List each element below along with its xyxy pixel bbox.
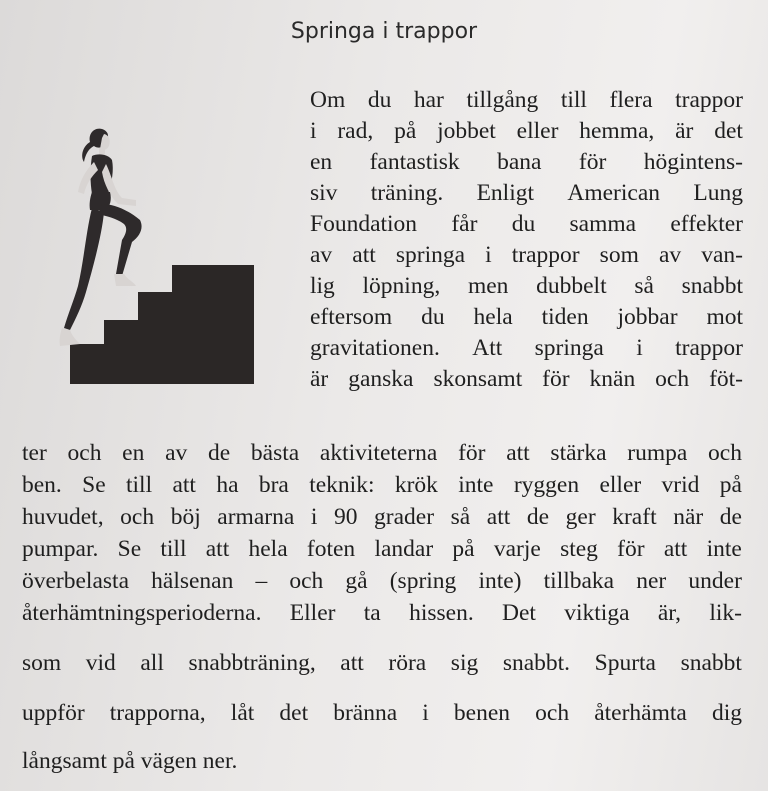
- paragraph-line: lig löpning, men dubbelt så snabbt: [310, 273, 743, 299]
- paragraph-line: i rad, på jobbet eller hemma, är det: [310, 118, 743, 144]
- paragraph-line: som vid all snabbträning, att röra sig snabbt. Spurta snabbt: [22, 650, 742, 676]
- paragraph-line: eftersom du hela tiden jobbar mot: [310, 304, 743, 330]
- stairs-shape: [70, 265, 254, 384]
- paragraph-line: Om du har tillgång till flera trappor: [310, 87, 743, 113]
- paragraph-line: ter och en av de bästa aktiviteterna för att stärka rumpa och: [22, 440, 742, 466]
- paragraph-line: gravitationen. Att springa i trappor: [310, 335, 743, 361]
- paragraph-line: siv träning. Enligt American Lung: [310, 180, 743, 206]
- paragraph-line: återhämtningsperioderna. Eller ta hissen. Det viktiga är, lik-: [22, 600, 742, 626]
- page-title: Springa i trappor: [290, 19, 478, 44]
- paragraph-line: Foundation får du samma effekter: [310, 211, 743, 237]
- runner-leg-front: [98, 204, 142, 276]
- paragraph-line: är ganska skonsamt för knän och föt-: [310, 366, 743, 392]
- paragraph-line: huvudet, och böj armarna i 90 grader så att de ger kraft när de: [22, 504, 742, 530]
- paragraph-line: överbelasta hälsenan – och gå (spring inte) tillbaka ner under: [22, 568, 742, 594]
- runner-leg-back: [64, 208, 104, 330]
- paragraph-line: uppför trapporna, låt det bränna i benen och återhämta dig: [22, 700, 742, 726]
- paragraph-line: av att springa i trappor som av van-: [310, 242, 743, 268]
- runner-on-stairs-icon: [56, 124, 258, 386]
- paragraph-line: en fantastisk bana för högintens-: [310, 149, 743, 175]
- paragraph-line: pumpar. Se till att hela foten landar på varje steg för att inte: [22, 536, 742, 562]
- paragraph-line: långsamt på vägen ner.: [22, 748, 238, 774]
- paragraph-line: ben. Se till att ha bra teknik: krök inte ryggen eller vrid på: [22, 472, 742, 498]
